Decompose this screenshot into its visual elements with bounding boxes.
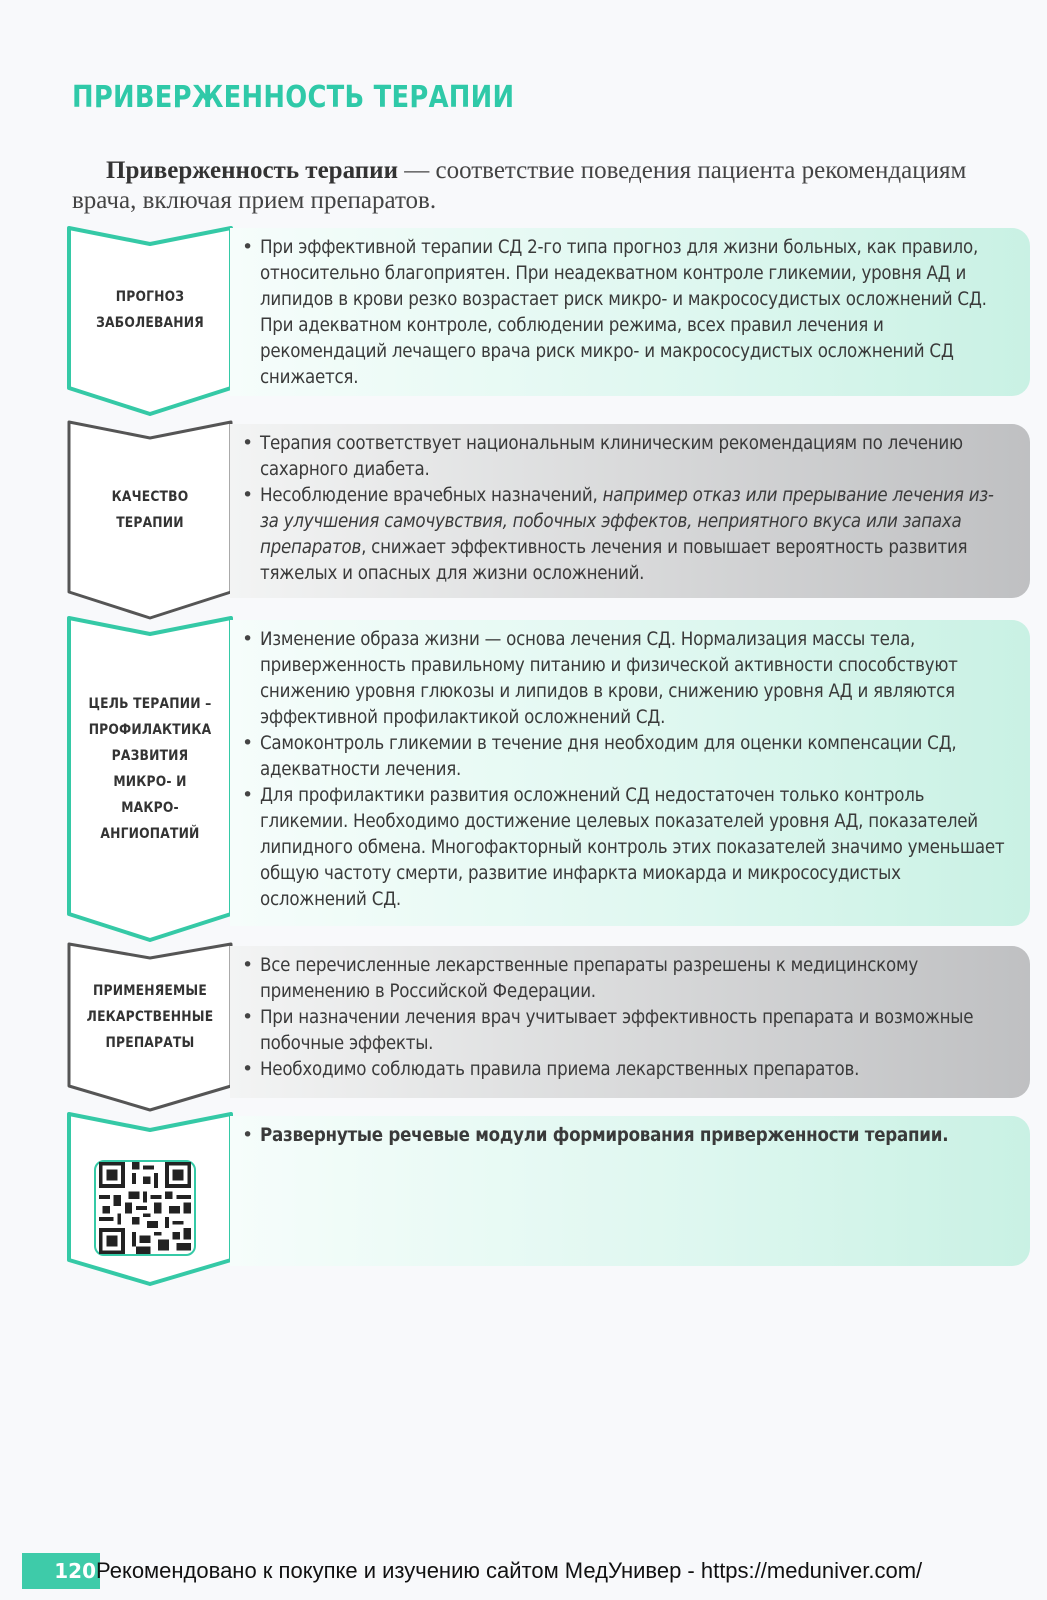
bullet-item: • Для профилактики развития осложнений СД недостаточен только контроль гликемии. Необходимо достижение целевых показателей уровня АД, показателей липидного обмена. Многофакторный контроль этих показателей значимо уменьшает общую частоту смерти, развитие инфаркта миокарда и микрососудистых осложнений СД. [236, 782, 1008, 912]
chevron-label-box [66, 940, 234, 1116]
row-label: ПРОГНОЗ ЗАБОЛЕВАНИЯ [96, 289, 204, 331]
bullet-item: • Терапия соответствует национальным клиническим рекомендациям по лечению сахарного диабета. [236, 430, 1008, 482]
bullet-item: • Развернутые речевые модули формирования приверженности терапии. [236, 1122, 1008, 1148]
row-panel [230, 620, 1030, 926]
row-drugs [66, 940, 1030, 1116]
footer-watermark: Рекомендовано к покупке и изучению сайтом МедУнивер - https://meduniver.com/ [96, 1558, 923, 1583]
row-therapy-quality [66, 418, 1030, 624]
row-label: КАЧЕСТВО ТЕРАПИИ [111, 489, 189, 531]
bullet-item: • Изменение образа жизни — основа лечения СД. Нормализация массы тела, приверженность правильному питанию и физической активности способствуют снижению уровня глюкозы и липидов в крови, снижению уровня АД и являются эффективной профилактикой осложнений СД. [236, 626, 1008, 730]
bullet-item: • При эффективной терапии СД 2-го типа прогноз для жизни больных, как правило, относительно благоприятен. При неадекватном контроле гликемии, уровня АД и липидов в крови резко возрастает риск микро- и макрососудистых осложнений СД. При адекватном контроле, соблюдении режима, всех правил лечения и рекомендаций лечащего врача риск микро- и макрососудистых осложнений СД снижается. [236, 234, 1008, 390]
definition-paragraph [72, 156, 1034, 216]
row-panel [230, 946, 1030, 1098]
chevron-label-box [66, 222, 234, 420]
row-panel [230, 424, 1030, 598]
row-panel [230, 1116, 1030, 1266]
bullet-item: • Необходимо соблюдать правила приема лекарственных препаратов. [236, 1056, 1008, 1082]
bullet-item: • При назначении лечения врач учитывает эффективность препарата и возможные побочные эффекты. [236, 1004, 1008, 1056]
definition-term: Приверженность терапии [106, 157, 398, 184]
chevron-label-box [66, 418, 234, 624]
qr-code-icon[interactable] [94, 1160, 196, 1256]
definition-text: — соответствие поведения пациента рекомендациям врача, включая прием препаратов. [72, 157, 967, 214]
row-panel [230, 228, 1030, 396]
row-therapy-goal [66, 614, 1030, 946]
page-heading: ПРИВЕРЖЕННОСТЬ ТЕРАПИИ [72, 80, 515, 115]
chevron-label-box [66, 1110, 234, 1290]
row-prognosis [66, 222, 1030, 420]
page-number: 120 [22, 1553, 100, 1589]
bullet-item: • Несоблюдение врачебных назначений, например отказ или прерывание лечения из-за улучшения самочувствия, побочных эффектов, неприятного вкуса или запаха препаратов, снижает эффективность лечения и повышает вероятность развития тяжелых и опасных для жизни осложнений. [236, 482, 1008, 586]
bullet-item: • Самоконтроль гликемии в течение дня необходим для оценки компенсации СД, адекватности лечения. [236, 730, 1008, 782]
row-speech-modules [66, 1110, 1030, 1290]
chevron-label-box [66, 614, 234, 946]
row-label: ПРИМЕНЯЕМЫЕ ЛЕКАРСТВЕННЫЕ ПРЕПАРАТЫ [86, 983, 214, 1051]
row-label: ЦЕЛЬ ТЕРАПИИ – ПРОФИЛАКТИКА РАЗВИТИЯ МИКРО- И МАКРО- АНГИОПАТИЙ [88, 696, 212, 842]
bullet-item: • Все перечисленные лекарственные препараты разрешены к медицинскому применению в Российской Федерации. [236, 952, 1008, 1004]
